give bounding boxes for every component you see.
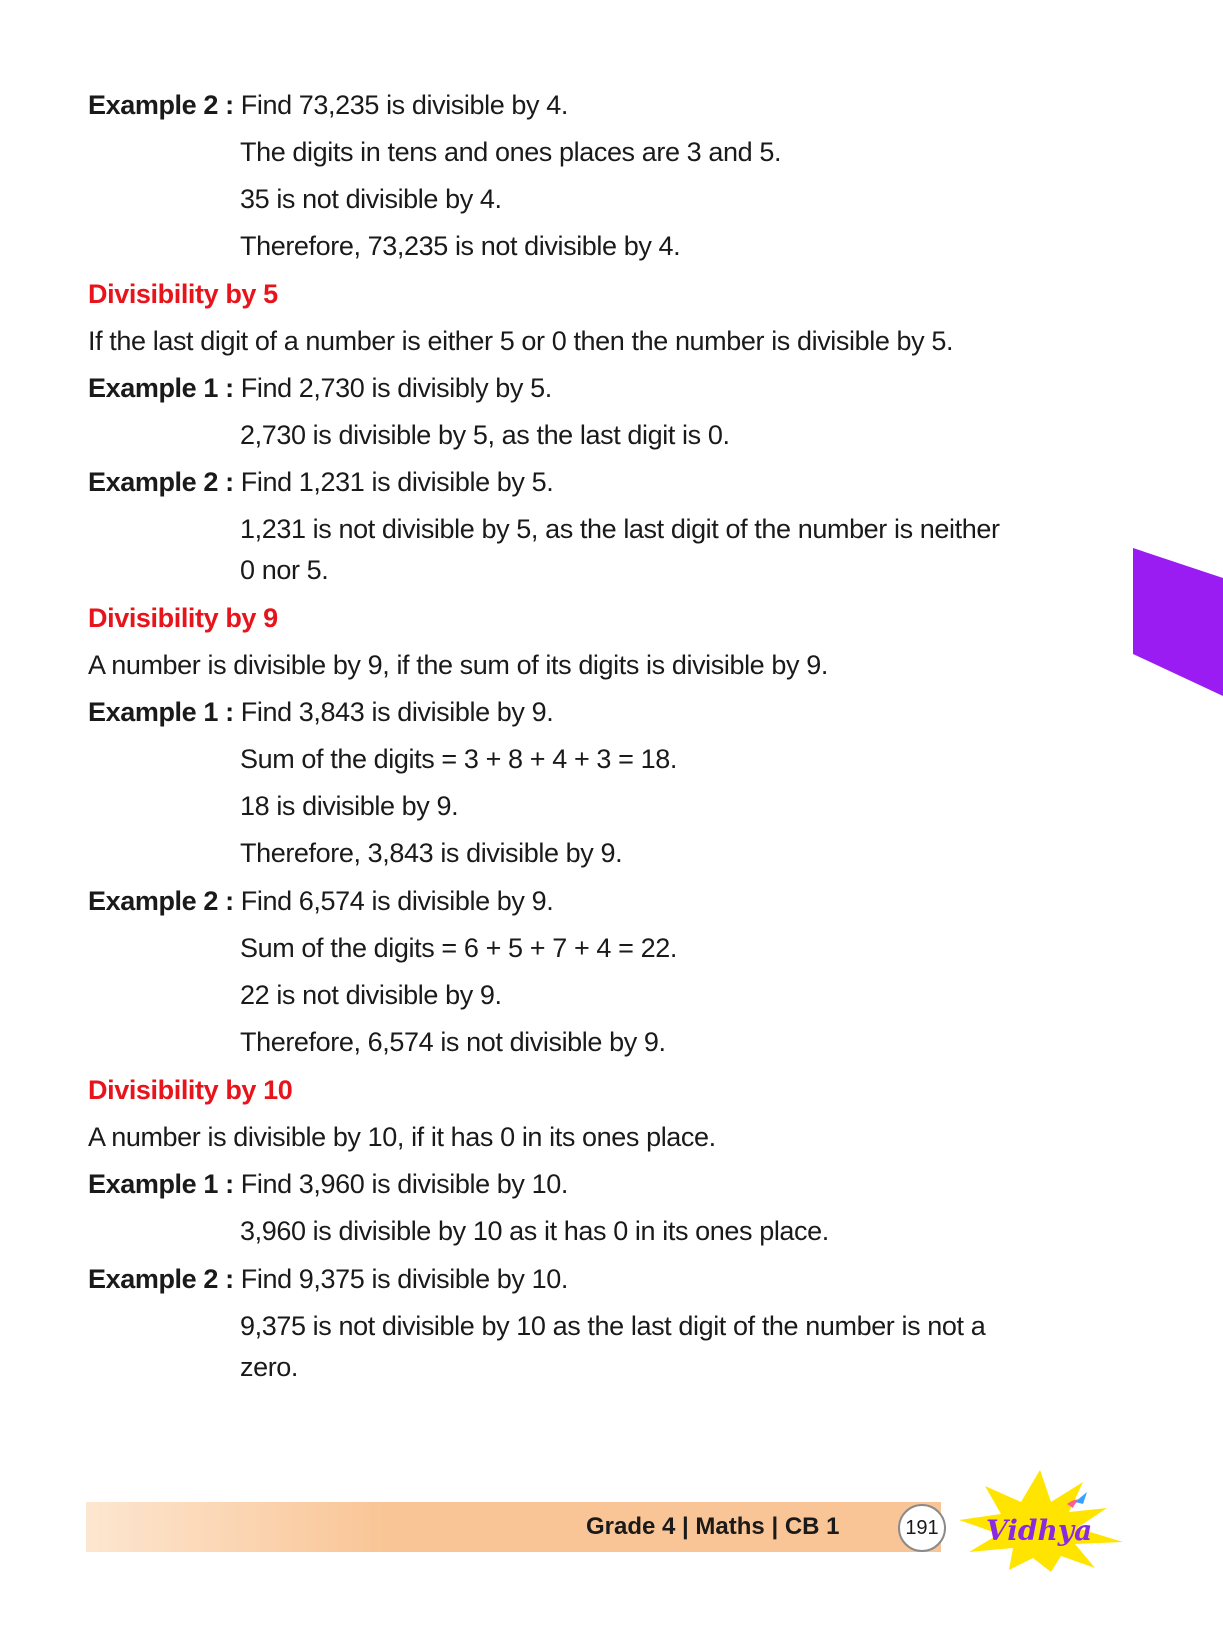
section-heading-10: Divisibility by 10 bbox=[88, 1075, 293, 1105]
example-line bbox=[88, 371, 552, 405]
footer-course-label: Grade 4 | Maths | CB 1 bbox=[586, 1513, 840, 1540]
example-step: 1,231 is not divisible by 5, as the last digit of the number is neither bbox=[240, 514, 1000, 544]
example-question: Find 9,375 is divisible by 10. bbox=[233, 1264, 568, 1294]
example-question: Find 3,843 is divisible by 9. bbox=[233, 697, 554, 727]
example-label: Example 2 : bbox=[88, 467, 234, 497]
example-step: Therefore, 3,843 is divisible by 9. bbox=[240, 838, 623, 868]
page-number: 191 bbox=[905, 1517, 939, 1539]
example-step: 18 is divisible by 9. bbox=[240, 791, 459, 821]
side-tab-marker bbox=[1133, 548, 1223, 696]
example-step: Therefore, 73,235 is not divisible by 4. bbox=[240, 231, 681, 261]
example-step: 0 nor 5. bbox=[240, 555, 329, 585]
example-step: Therefore, 6,574 is not divisible by 9. bbox=[240, 1027, 666, 1057]
example-step: 3,960 is divisible by 10 as it has 0 in its ones place. bbox=[240, 1216, 829, 1246]
rule-text: A number is divisible by 10, if it has 0 in its ones place. bbox=[88, 1122, 716, 1152]
example-question: Find 73,235 is divisible by 4. bbox=[233, 90, 568, 120]
example-question: Find 2,730 is divisibly by 5. bbox=[233, 373, 552, 403]
section-heading-9: Divisibility by 9 bbox=[88, 603, 278, 633]
side-tab-shape bbox=[1133, 548, 1223, 696]
example-label: Example 2 : bbox=[88, 886, 234, 916]
rule-text: A number is divisible by 9, if the sum of its digits is divisible by 9. bbox=[88, 650, 828, 680]
example-line bbox=[88, 1167, 568, 1201]
example-question: Find 6,574 is divisible by 9. bbox=[233, 886, 554, 916]
example-label: Example 2 : bbox=[88, 1264, 234, 1294]
example-label: Example 1 : bbox=[88, 373, 234, 403]
example-step: 9,375 is not divisible by 10 as the last digit of the number is not a bbox=[240, 1311, 986, 1341]
example-step: The digits in tens and ones places are 3 and 5. bbox=[240, 137, 782, 167]
example-label: Example 2 : bbox=[88, 90, 234, 120]
example-step: Sum of the digits = 6 + 5 + 7 + 4 = 22. bbox=[240, 933, 677, 963]
example-label: Example 1 : bbox=[88, 697, 234, 727]
section-heading-5: Divisibility by 5 bbox=[88, 279, 278, 309]
example-step: Sum of the digits = 3 + 8 + 4 + 3 = 18. bbox=[240, 744, 677, 774]
example-line bbox=[88, 884, 553, 918]
example-step: 35 is not divisible by 4. bbox=[240, 184, 502, 214]
example-question: Find 1,231 is divisible by 5. bbox=[233, 467, 554, 497]
example-question: Find 3,960 is divisible by 10. bbox=[233, 1169, 568, 1199]
example-label: Example 1 : bbox=[88, 1169, 234, 1199]
logo-wordmark: Vidhya bbox=[986, 1514, 1093, 1547]
example-line bbox=[88, 465, 553, 499]
example-step: 2,730 is divisible by 5, as the last digit is 0. bbox=[240, 420, 730, 450]
example-step: 22 is not divisible by 9. bbox=[240, 980, 502, 1010]
example-step: zero. bbox=[240, 1352, 299, 1382]
example-line bbox=[88, 695, 553, 729]
rule-text: If the last digit of a number is either 5 or 0 then the number is divisible by 5. bbox=[88, 326, 954, 356]
example-line bbox=[88, 88, 568, 122]
example-line bbox=[88, 1262, 568, 1296]
